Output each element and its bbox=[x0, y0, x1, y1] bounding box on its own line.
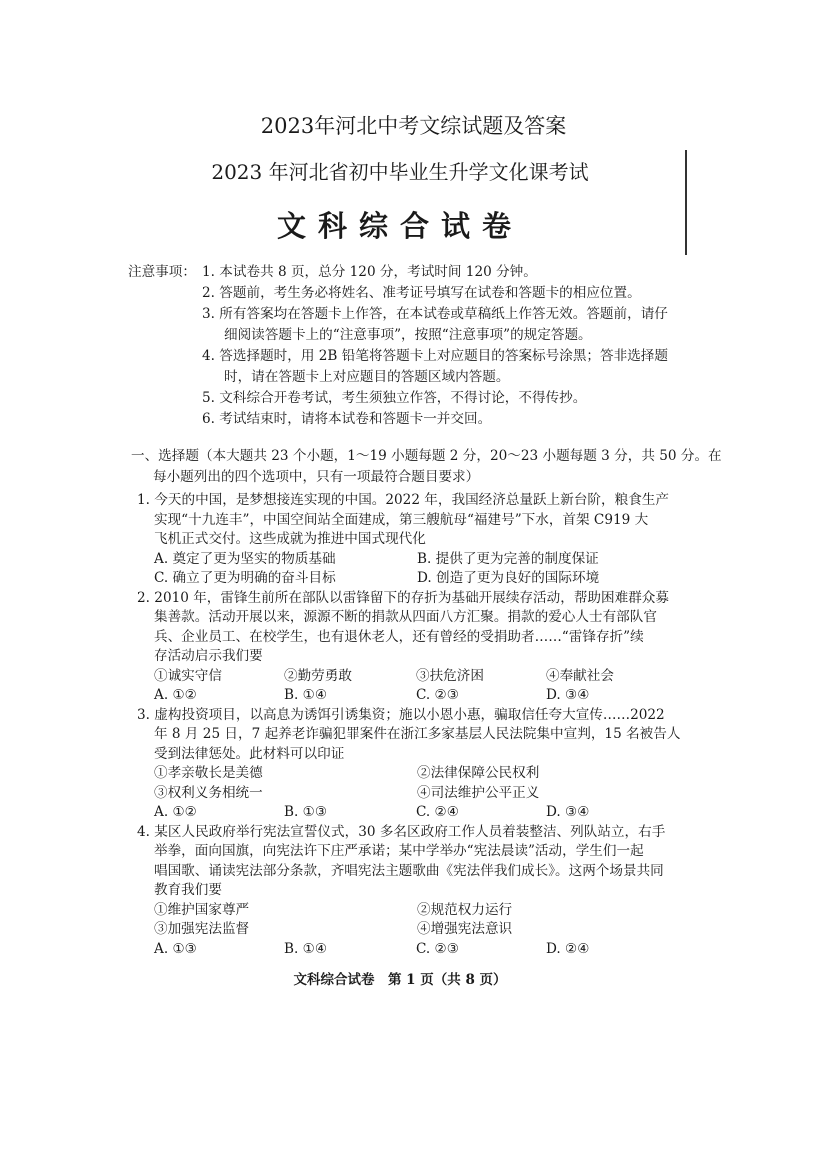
option-a: A. ①② bbox=[154, 804, 197, 820]
option-c: C. ②④ bbox=[416, 804, 459, 820]
stem-line: 受到法律惩处。此材料可以印证 bbox=[154, 745, 345, 762]
option-c: C. ②③ bbox=[416, 687, 459, 703]
note-line: 细阅读答题卡上的“注意事项”，按照“注意事项”的规定答题。 bbox=[224, 327, 592, 343]
stem-line: 4. 某区人民政府举行宪法宣誓仪式，30 多名区政府工作人员着装整洁、列队站立，右手 bbox=[137, 823, 666, 840]
note-line: 1. 本试卷共 8 页，总分 120 分，考试时间 120 分钟。 bbox=[202, 264, 537, 280]
document-title: 2023年河北中考文综试题及答案 bbox=[260, 114, 567, 138]
option-c: C. 确立了更为明确的奋斗目标 bbox=[154, 570, 336, 586]
option-d: D. ③④ bbox=[546, 804, 590, 820]
question-3 bbox=[137, 706, 681, 823]
note-line: 4. 答选择题时，用 2B 铅笔将答题卡上对应题目的答案标号涂黑；答非选择题 bbox=[202, 348, 668, 364]
stem-line: 实现“十九连丰”，中国空间站全面建成，第三艘航母“福建号”下水，首架 C919 大 bbox=[154, 511, 649, 528]
statement-item: ②勤劳勇敢 bbox=[284, 667, 352, 684]
stem-line: 存活动启示我们要 bbox=[154, 648, 263, 664]
notes-label: 注意事项： bbox=[128, 264, 196, 280]
note-line: 6. 考试结束时，请将本试卷和答题卡一并交回。 bbox=[202, 411, 492, 427]
option-a: A. ①③ bbox=[154, 940, 197, 957]
scan-edge-line bbox=[685, 150, 687, 255]
stem-line: 教育我们要 bbox=[154, 882, 222, 898]
option-d: D. 创造了更为良好的国际环境 bbox=[417, 570, 600, 586]
option-d: D. ②④ bbox=[546, 940, 590, 957]
statement-item: ①维护国家尊严 bbox=[154, 901, 250, 918]
statement-item: ④增强宪法意识 bbox=[417, 921, 513, 937]
section-line: 一、选择题（本大题共 23 个小题，1～19 小题每题 2 分，20～23 小题每题 3 分，共 50 分。在 bbox=[131, 448, 722, 464]
note-line: 3. 所有答案均在答题卡上作答，在本试卷或草稿纸上作答无效。答题前，请仔 bbox=[202, 306, 668, 322]
stem-line: 飞机正式交付。这些成就为推进中国式现代化 bbox=[154, 531, 426, 547]
stem-line: 唱国歌、诵读宪法部分条款，齐唱宪法主题歌曲《宪法伴我们成长》。这两个场景共同 bbox=[154, 862, 664, 879]
statement-item: ③权利义务相统一 bbox=[154, 784, 263, 801]
statement-item: ①诚实守信 bbox=[154, 667, 222, 684]
option-c: C. ②③ bbox=[416, 940, 459, 957]
option-b: B. ①③ bbox=[284, 804, 328, 820]
stem-line: 年 8 月 25 日，7 起养老诈骗犯罪案件在浙江多家基层人民法院集中宣判，15 名被告人 bbox=[154, 726, 681, 742]
question-1 bbox=[137, 491, 677, 589]
note-line: 时，请在答题卡上对应题目的答题区域内答题。 bbox=[224, 369, 510, 385]
statement-item: ②法律保障公民权利 bbox=[417, 765, 540, 781]
note-line: 5. 文科综合开卷考试，考生须独立作答，不得讨论，不得传抄。 bbox=[202, 390, 587, 406]
statement-item: ④奉献社会 bbox=[546, 667, 614, 684]
statement-item: ④司法维护公平正义 bbox=[417, 784, 540, 801]
option-b: B. ①④ bbox=[284, 940, 328, 957]
exam-name: 2023 年河北省初中毕业生升学文化课考试 bbox=[211, 160, 589, 184]
question-list bbox=[137, 491, 681, 959]
stem-line: 兵、企业员工、在校学生，也有退休老人，还有曾经的受捐助者……“雷锋存折”续 bbox=[154, 628, 644, 645]
section-heading bbox=[131, 446, 722, 488]
statement-item: ③加强宪法监督 bbox=[154, 921, 250, 937]
stem-line: 3. 虚构投资项目，以高息为诱饵引诱集资；施以小恩小惠，骗取信任夸大宣传……2022 bbox=[137, 706, 665, 723]
section-line: 每小题列出的四个选项中，只有一项最符合题目要求） bbox=[153, 469, 480, 485]
page-footer: 文科综合试卷 第 1 页（共 8 页） bbox=[293, 972, 507, 988]
option-b: B. 提供了更为完善的制度保证 bbox=[417, 550, 599, 567]
stem-line: 2. 2010 年，雷锋生前所在部队以雷锋留下的存折为基础开展续存活动，帮助困难群众募 bbox=[137, 589, 669, 606]
note-line: 2. 答题前，考生务必将姓名、准考证号填写在试卷和答题卡的相应位置。 bbox=[202, 285, 641, 301]
option-a: A. 奠定了更为坚实的物质基础 bbox=[154, 550, 336, 567]
option-b: B. ①④ bbox=[284, 687, 328, 703]
option-a: A. ①② bbox=[154, 687, 197, 703]
statement-item: ③扶危济困 bbox=[416, 667, 484, 684]
statement-item: ②规范权力运行 bbox=[417, 901, 513, 918]
option-d: D. ③④ bbox=[546, 687, 590, 703]
stem-line: 1. 今天的中国，是梦想接连实现的中国。2022 年，我国经济总量跃上新台阶，粮食生产 bbox=[137, 492, 669, 508]
statement-item: ①孝亲敬长是美德 bbox=[154, 765, 263, 781]
stem-line: 举拳，面向国旗，向宪法许下庄严承诺；某中学举办“宪法晨读”活动，学生们一起 bbox=[154, 843, 644, 859]
paper-title: 文科综合试卷 bbox=[276, 209, 523, 243]
question-4 bbox=[137, 823, 677, 960]
stem-line: 集善款。活动开展以来，源源不断的捐款从四面八方汇聚。捐款的爱心人士有部队官 bbox=[154, 609, 657, 625]
question-2 bbox=[137, 589, 677, 706]
